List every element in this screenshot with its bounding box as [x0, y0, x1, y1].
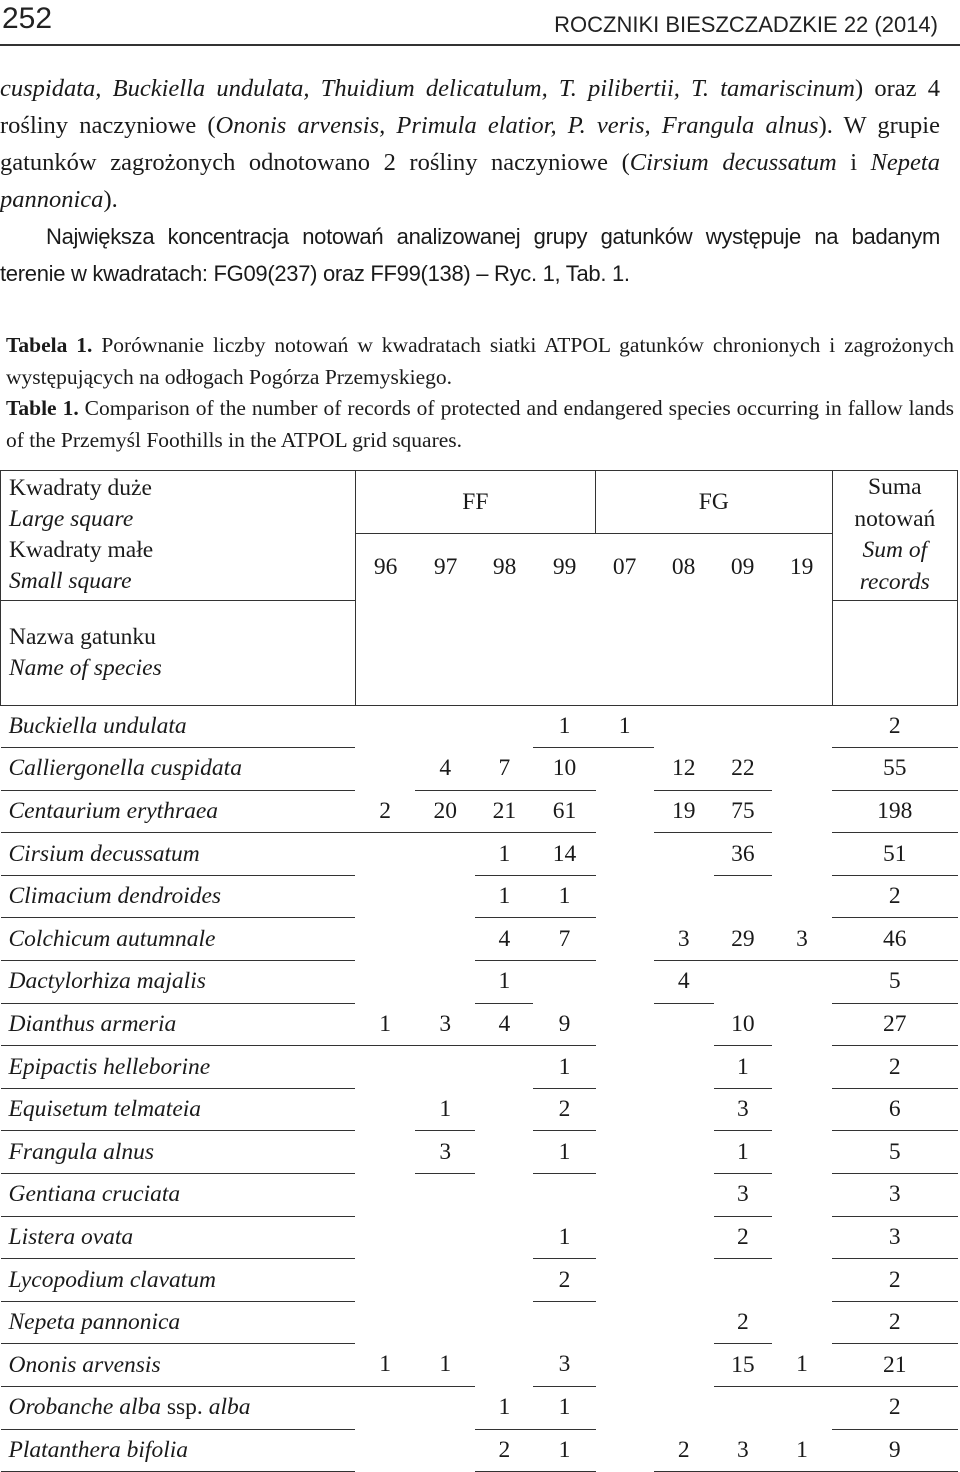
count-cell: 75 — [714, 790, 772, 833]
species-name: Orobanche alba — [8, 1394, 162, 1421]
count-cell: 1 — [714, 1046, 772, 1089]
table-row — [1, 1387, 958, 1430]
count-cell — [714, 875, 772, 918]
count-cell — [415, 833, 475, 876]
species-name-cell — [1, 918, 356, 961]
count-cell — [654, 1301, 714, 1344]
large-square-pl: Kwadraty duże — [9, 475, 152, 502]
sum-cell: 6 — [832, 1088, 957, 1131]
count-cell — [355, 1088, 415, 1131]
table-row — [1, 1088, 958, 1131]
count-cell: 3 — [714, 1174, 772, 1217]
count-cell — [475, 1131, 533, 1174]
species-name: Listera ovata — [8, 1223, 134, 1250]
count-cell — [654, 1216, 714, 1259]
header-squares-cell — [1, 471, 356, 601]
count-cell — [415, 1174, 475, 1217]
count-cell — [772, 1387, 832, 1430]
count-cell: 1 — [475, 875, 533, 918]
count-cell — [415, 961, 475, 1004]
species-name: Calliergonella cuspidata — [8, 755, 242, 782]
count-cell — [596, 1174, 654, 1217]
species-name: Ononis arvensis — [8, 1351, 161, 1378]
species-name: Colchicum autumnale — [8, 925, 216, 952]
count-cell — [355, 875, 415, 918]
count-cell — [772, 1301, 832, 1344]
count-cell: 1 — [596, 705, 654, 748]
count-cell — [654, 875, 714, 918]
fg-header: FG — [596, 471, 833, 534]
count-cell — [772, 833, 832, 876]
page-header — [0, 0, 960, 46]
count-cell: 3 — [772, 918, 832, 961]
table-body — [1, 705, 958, 1472]
col-header: 98 — [492, 553, 517, 580]
count-cell — [355, 748, 415, 791]
count-cell — [596, 748, 654, 791]
count-cell: 10 — [533, 748, 595, 791]
count-cell: 1 — [355, 1003, 415, 1046]
count-cell: 1 — [772, 1429, 832, 1472]
caption-label-en: Table 1. — [6, 396, 79, 420]
species-header-cell — [1, 600, 356, 705]
count-cell: 1 — [475, 961, 533, 1004]
count-cell — [533, 961, 595, 1004]
small-square-en: Small square — [9, 568, 132, 595]
count-cell — [475, 705, 533, 748]
count-cell — [355, 1131, 415, 1174]
sum-cell: 2 — [832, 1259, 957, 1302]
sum-cell: 5 — [832, 1131, 957, 1174]
count-cell — [475, 1174, 533, 1217]
count-cell — [355, 1429, 415, 1472]
count-cell: 1 — [533, 1387, 595, 1430]
count-cell — [596, 1131, 654, 1174]
header-row-3 — [1, 600, 958, 705]
count-cell — [714, 1387, 772, 1430]
species-name-cell — [1, 833, 356, 876]
count-cell — [415, 918, 475, 961]
species-name-cell — [1, 1131, 356, 1174]
count-cell — [475, 1216, 533, 1259]
count-cell — [596, 875, 654, 918]
text-segment: ). W grupie gatunków zagrożonych odnotowano 2 rośliny naczyniowe ( — [0, 112, 940, 176]
count-cell — [355, 1301, 415, 1344]
sum-cell: 198 — [832, 790, 957, 833]
count-cell — [654, 705, 714, 748]
caption-label-pl: Tabela 1. — [6, 333, 93, 357]
count-cell: 1 — [475, 1387, 533, 1430]
count-cell: 10 — [714, 1003, 772, 1046]
subspecies-name: alba — [208, 1394, 251, 1421]
count-cell — [596, 1301, 654, 1344]
count-cell — [415, 705, 475, 748]
count-cell: 1 — [533, 1216, 595, 1259]
page-number: 252 — [2, 2, 53, 35]
count-cell — [654, 1174, 714, 1217]
caption-polish — [6, 330, 954, 393]
count-cell: 2 — [714, 1216, 772, 1259]
species-name-cell — [1, 1429, 356, 1472]
count-cell — [772, 1259, 832, 1302]
subspecies-marker: ssp. — [161, 1394, 209, 1421]
caption-text-pl: Porównanie liczby notowań w kwadratach siatki ATPOL gatunków chronionych i zagrożonych występujących na odłogach Pogórza Przemyskiego. — [6, 333, 954, 389]
count-cell — [355, 961, 415, 1004]
count-cell — [355, 1387, 415, 1430]
caption-text-en: Comparison of the number of records of protected and endangered species occurring in fallow lands of the Przemyśl Foothills in the ATPOL grid squares. — [6, 396, 955, 452]
sum-cell: 3 — [832, 1174, 957, 1217]
sum-cell: 27 — [832, 1003, 957, 1046]
species-name: Gentiana cruciata — [8, 1181, 181, 1208]
count-cell: 1 — [772, 1344, 832, 1387]
count-cell — [475, 1259, 533, 1302]
count-cell: 3 — [415, 1003, 475, 1046]
sum-cell: 2 — [832, 875, 957, 918]
sum-cell: 55 — [832, 748, 957, 791]
table-row — [1, 833, 958, 876]
species-name: Platanthera bifolia — [8, 1436, 189, 1463]
sum-cell: 5 — [832, 961, 957, 1004]
count-cell: 4 — [475, 918, 533, 961]
count-cell — [533, 1174, 595, 1217]
count-cell: 1 — [415, 1088, 475, 1131]
species-name-cell — [1, 790, 356, 833]
count-cell — [772, 1003, 832, 1046]
count-cell — [714, 705, 772, 748]
caption-english — [6, 393, 954, 456]
species-name: Epipactis helleborine — [8, 1053, 211, 1080]
col-header: 09 — [730, 553, 755, 580]
species-name-cell — [1, 875, 356, 918]
table-row — [1, 1174, 958, 1217]
count-cell: 1 — [533, 875, 595, 918]
species-name-cell — [1, 705, 356, 748]
count-cell — [475, 1046, 533, 1089]
count-cell — [772, 1046, 832, 1089]
species-name: Dactylorhiza majalis — [8, 968, 206, 995]
species-name-cell — [1, 1216, 356, 1259]
header-rule — [0, 44, 960, 46]
count-cell — [355, 1174, 415, 1217]
count-cell — [654, 1088, 714, 1131]
count-cell — [772, 1131, 832, 1174]
count-cell: 2 — [533, 1088, 595, 1131]
count-cell: 3 — [714, 1429, 772, 1472]
text-segment: i — [836, 149, 871, 176]
sum-en-2: records — [859, 568, 930, 595]
sum-cell: 2 — [832, 705, 957, 748]
species-name-cell — [1, 1387, 356, 1430]
species-name: Dianthus armeria — [8, 1010, 177, 1037]
sum-cell: 9 — [832, 1429, 957, 1472]
count-cell: 36 — [714, 833, 772, 876]
sum-header-blank — [832, 600, 957, 705]
count-cell — [415, 1429, 475, 1472]
table-row — [1, 1301, 958, 1344]
species-name-cell — [1, 1174, 356, 1217]
count-cell — [772, 961, 832, 1004]
table-row — [1, 918, 958, 961]
count-cell: 12 — [654, 748, 714, 791]
count-cell — [654, 1259, 714, 1302]
count-cell — [596, 918, 654, 961]
count-cell — [714, 1259, 772, 1302]
count-cell — [772, 1174, 832, 1217]
count-cell: 22 — [714, 748, 772, 791]
species-name: Cirsium decussatum — [629, 149, 837, 176]
count-cell: 3 — [654, 918, 714, 961]
count-cell: 1 — [714, 1131, 772, 1174]
table-row — [1, 1216, 958, 1259]
count-cell — [415, 875, 475, 918]
small-square-codes-inner — [356, 534, 832, 600]
header-blank — [355, 600, 832, 705]
species-name: Lycopodium clavatum — [8, 1266, 216, 1293]
species-name: Frangula alnus — [8, 1138, 155, 1165]
col-header: 19 — [789, 553, 814, 580]
table-row — [1, 1429, 958, 1472]
count-cell — [772, 790, 832, 833]
count-cell: 15 — [714, 1344, 772, 1387]
table-row — [1, 748, 958, 791]
count-cell — [415, 1216, 475, 1259]
sum-cell: 2 — [832, 1387, 957, 1430]
count-cell — [596, 961, 654, 1004]
count-cell: 1 — [533, 1429, 595, 1472]
count-cell — [772, 875, 832, 918]
col-header: 97 — [433, 553, 458, 580]
species-name: Equisetum telmateia — [8, 1096, 202, 1123]
count-cell — [355, 1216, 415, 1259]
species-name-cell — [1, 1088, 356, 1131]
species-name-cell — [1, 1344, 356, 1387]
sum-cell: 3 — [832, 1216, 957, 1259]
count-cell: 2 — [714, 1301, 772, 1344]
count-cell — [355, 833, 415, 876]
paragraph-2: Największa koncentracja notowań analizowanej grupy gatunków występuje na badanym terenie w kwadratach: FG09(237) oraz FF99(138) – Ryc. 1, Tab. 1. — [0, 224, 940, 286]
count-cell — [654, 1003, 714, 1046]
journal-title: ROCZNIKI BIESZCZADZKIE 22 (2014) — [554, 12, 938, 37]
count-cell — [772, 705, 832, 748]
species-name-cell — [1, 1301, 356, 1344]
count-cell — [596, 1429, 654, 1472]
count-cell — [475, 1344, 533, 1387]
species-name: Nepeta pannonica — [0, 149, 940, 213]
count-cell: 19 — [654, 790, 714, 833]
count-cell — [654, 1387, 714, 1430]
species-name: Climacium dendroides — [8, 883, 222, 910]
count-cell: 29 — [714, 918, 772, 961]
count-cell — [596, 1088, 654, 1131]
header-row-1 — [1, 471, 958, 534]
col-header: 96 — [373, 553, 398, 580]
species-name-cell — [1, 961, 356, 1004]
count-cell — [533, 1301, 595, 1344]
sum-cell: 2 — [832, 1046, 957, 1089]
paragraph-1 — [0, 70, 940, 218]
count-cell — [654, 1046, 714, 1089]
col-header: 07 — [612, 553, 637, 580]
sum-cell: 21 — [832, 1344, 957, 1387]
count-cell — [355, 1046, 415, 1089]
count-cell: 2 — [475, 1429, 533, 1472]
count-cell — [475, 1301, 533, 1344]
count-cell — [355, 705, 415, 748]
text-segment: ). — [103, 186, 118, 213]
count-cell — [596, 1387, 654, 1430]
count-cell — [654, 1344, 714, 1387]
species-name-cell — [1, 1003, 356, 1046]
moss-species-list: cuspidata, Buckiella undulata, Thuidium delicatulum, T. pilibertii, T. tamariscinum — [0, 75, 855, 102]
count-cell — [415, 1387, 475, 1430]
species-name: Buckiella undulata — [8, 712, 187, 739]
table-row — [1, 1259, 958, 1302]
sum-cell: 46 — [832, 918, 957, 961]
sum-en-1: Sum of — [862, 537, 928, 564]
text-segment: ) oraz 4 rośliny naczyniowe ( — [0, 75, 940, 139]
count-cell: 1 — [355, 1344, 415, 1387]
count-cell — [654, 1131, 714, 1174]
count-cell — [475, 1088, 533, 1131]
count-cell: 1 — [533, 1131, 595, 1174]
count-cell — [596, 1046, 654, 1089]
species-name-cell — [1, 1046, 356, 1089]
count-cell: 7 — [475, 748, 533, 791]
count-cell — [415, 1259, 475, 1302]
count-cell: 1 — [533, 705, 595, 748]
table-row — [1, 1046, 958, 1089]
sum-header — [832, 471, 957, 601]
count-cell: 2 — [355, 790, 415, 833]
count-cell: 7 — [533, 918, 595, 961]
count-cell — [772, 1216, 832, 1259]
vascular-species-list: Ononis arvensis, Primula elatior, P. veris, Frangula alnus — [215, 112, 819, 139]
species-name-cell — [1, 1259, 356, 1302]
small-square-codes — [355, 534, 832, 601]
large-square-en: Large square — [9, 506, 134, 533]
species-name: Centaurium erythraea — [8, 797, 219, 824]
species-name-cell — [1, 748, 356, 791]
col-header: 99 — [552, 553, 577, 580]
count-cell — [596, 790, 654, 833]
count-cell: 3 — [415, 1131, 475, 1174]
count-cell: 14 — [533, 833, 595, 876]
species-name: Cirsium decussatum — [8, 840, 200, 867]
count-cell — [772, 1088, 832, 1131]
sum-pl-1: Suma — [868, 474, 922, 501]
table-row — [1, 705, 958, 748]
count-cell — [355, 918, 415, 961]
col-header: 08 — [671, 553, 696, 580]
table-row — [1, 1344, 958, 1387]
count-cell — [596, 1003, 654, 1046]
count-cell — [415, 1046, 475, 1089]
count-cell — [596, 833, 654, 876]
count-cell: 4 — [654, 961, 714, 1004]
species-name-pl: Nazwa gatunku — [9, 623, 156, 650]
count-cell: 9 — [533, 1003, 595, 1046]
count-cell: 21 — [475, 790, 533, 833]
species-table — [0, 470, 958, 1472]
count-cell: 1 — [533, 1046, 595, 1089]
body-text — [0, 70, 940, 292]
count-cell — [596, 1259, 654, 1302]
count-cell: 4 — [475, 1003, 533, 1046]
sum-cell: 2 — [832, 1301, 957, 1344]
table-row — [1, 875, 958, 918]
count-cell: 61 — [533, 790, 595, 833]
count-cell — [355, 1259, 415, 1302]
count-cell: 1 — [415, 1344, 475, 1387]
table-row — [1, 961, 958, 1004]
count-cell — [596, 1344, 654, 1387]
count-cell: 20 — [415, 790, 475, 833]
table-caption — [6, 330, 954, 456]
count-cell: 4 — [415, 748, 475, 791]
table-row — [1, 1003, 958, 1046]
table-row — [1, 1131, 958, 1174]
small-square-pl: Kwadraty małe — [9, 537, 154, 564]
count-cell — [654, 833, 714, 876]
count-cell: 1 — [475, 833, 533, 876]
count-cell: 3 — [714, 1088, 772, 1131]
species-name: Nepeta pannonica — [8, 1309, 181, 1336]
count-cell — [415, 1301, 475, 1344]
sum-cell: 51 — [832, 833, 957, 876]
ff-header: FF — [355, 471, 595, 534]
count-cell — [772, 748, 832, 791]
table-row — [1, 790, 958, 833]
count-cell: 2 — [654, 1429, 714, 1472]
count-cell: 2 — [533, 1259, 595, 1302]
species-name-en: Name of species — [9, 654, 162, 681]
count-cell — [596, 1216, 654, 1259]
sum-pl-2: notowań — [854, 505, 936, 532]
count-cell — [714, 961, 772, 1004]
count-cell: 3 — [533, 1344, 595, 1387]
